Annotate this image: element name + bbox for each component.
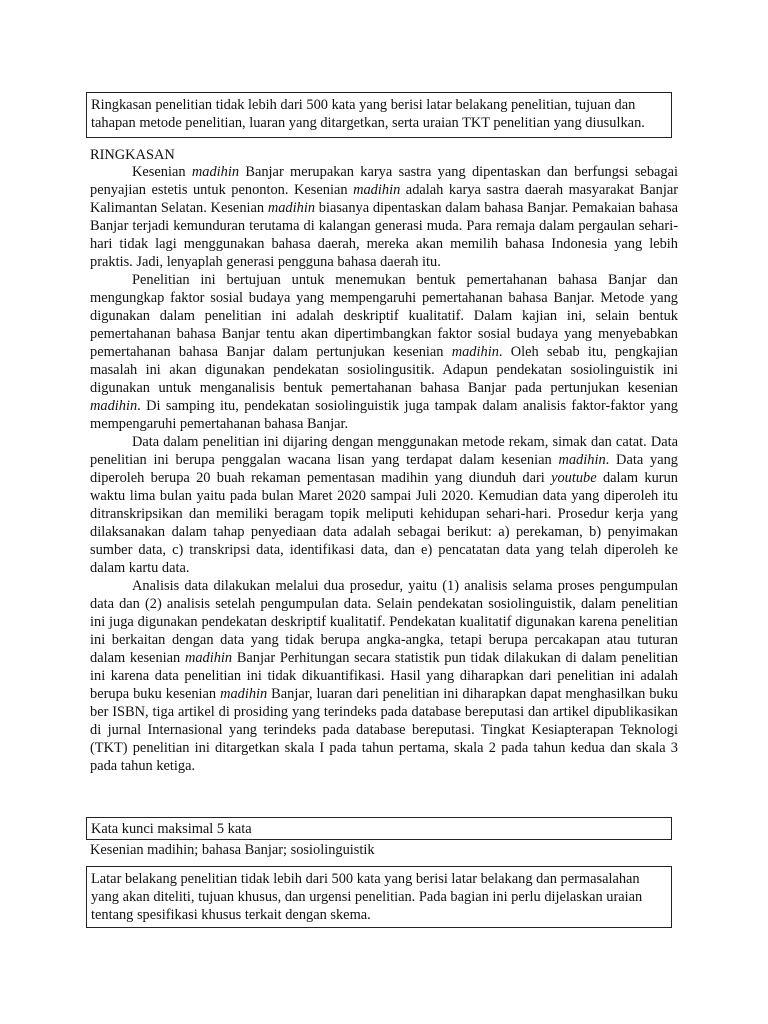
summary-paragraph-4: Analisis data dilakukan melalui dua prosedur, yaitu (1) analisis selama proses pengumpulan data dan (2) analisis setelah pengumpulan data. Selain pendekatan sosiolinguistik, dalam penelitian ini juga digunakan pendekatan deskriptif kualitatif. Pendekatan kualitatif digunakan karena penelitian ini berkaitan dengan data yang tidak berupa angka-angka, tetapi berupa percakapan atau tuturan dalam kesenian madihin Banjar Perhitungan secara statistik pun tidak dilakukan di dalam penelitian ini karena data penelitian ini tidak dikuantifikasi. Hasil yang diharapkan dari penelitian ini adalah berupa buku kesenian madihin Banjar, luaran dari penelitian ini diharapkan dapat menghasilkan buku ber ISBN, tiga artikel di prosiding yang terindeks pada database bereputasi dan artikel dipublikasikan di jurnal Internasional yang terindeks pada database bereputasi. Tingkat Kesiapterapan Teknologi (TKT) penelitian ini ditargetkan skala I pada tahun pertama, skala 2 pada tahun kedua dan skala 3 pada tahun ketiga. xyxy=(90,578,679,774)
background-instruction-box xyxy=(86,866,672,928)
section-heading: RINGKASAN xyxy=(90,147,175,163)
keywords-text: Kesenian madihin; bahasa Banjar; sosiolinguistik xyxy=(90,842,375,858)
keywords-instruction-text: Kata kunci maksimal 5 kata xyxy=(91,821,252,837)
summary-paragraph-1: Kesenian madihin Banjar merupakan karya sastra yang dipentaskan dan berfungsi sebagai penyajian estetis untuk penonton. Kesenian madihin adalah karya sastra daerah masyarakat Banjar Kalimantan Selatan. Kesenian madihin biasanya dipentaskan dalam bahasa Banjar. Pemakaian bahasa Banjar terjadi kemunduran terutama di kalangan generasi muda. Para remaja dalam pergaulan sehari-hari tidak lagi menggunakan bahasa daerah, mereka akan memilih bahasa Indonesia yang lebih praktis. Jadi, lenyaplah generasi pengguna bahasa daerah itu. xyxy=(90,164,679,270)
summary-body xyxy=(90,163,678,775)
summary-paragraph-3: Data dalam penelitian ini dijaring dengan menggunakan metode rekam, simak dan catat. Data penelitian ini berupa penggalan wacana lisan yang terdapat dalam kesenian madihin. Data yang diperoleh berupa 20 buah rekaman pementasan madihin yang diunduh dari youtube dalam kurun waktu lima bulan yaitu pada bulan Maret 2020 sampai Juli 2020. Kemudian data yang diperoleh itu ditranskripsikan dan memiliki beragam topik meliputi kehidupan sehari-hari. Prosedur kerja yang dilaksanakan dalam tahap penyediaan data adalah sebagai berikut: a) perekaman, b) penyimakan sumber data, c) transkripsi data, identifikasi data, dan e) pencatatan data yang telah diperoleh ke dalam kartu data. xyxy=(90,434,678,576)
background-instruction-text: Latar belakang penelitian tidak lebih dari 500 kata yang berisi latar belakang dan permasalahan yang akan diteliti, tujuan khusus, dan urgensi penelitian. Pada bagian ini perlu dijelaskan uraian tentang spesifikasi khusus terkait dengan skema. xyxy=(91,871,643,923)
summary-instruction-text: Ringkasan penelitian tidak lebih dari 500 kata yang berisi latar belakang penelitian, tujuan dan tahapan metode penelitian, luaran yang ditargetkan, serta uraian TKT penelitian yang diusulkan. xyxy=(91,97,645,131)
summary-instruction-box xyxy=(86,92,672,138)
summary-paragraph-2: Penelitian ini bertujuan untuk menemukan bentuk pemertahanan bahasa Banjar dan mengungkap faktor sosial budaya yang mempengaruhi pemertahanan bahasa Banjar. Metode yang digunakan dalam penelitian ini adalah deskriptif kualitatif. Dalam kajian ini, selain bentuk pemertahanan bahasa Banjar tentu akan dipertimbangkan faktor sosial budaya yang menyebabkan pemertahanan bahasa Banjar dalam pertunjukan kesenian madihin. Oleh sebab itu, pengkajian masalah ini akan digunakan pendekatan sosiolingusitik. Adapun pendekatan sosiolinguistik ini digunakan untuk menganalisis bentuk pemertahanan bahasa Banjar pada pertunjukan kesenian madihin. Di samping itu, pendekatan sosiolinguistik juga tampak dalam analisis faktor-faktor yang mempengaruhi pemertahanan bahasa Banjar. xyxy=(90,272,678,432)
keywords-instruction-box xyxy=(86,817,672,840)
